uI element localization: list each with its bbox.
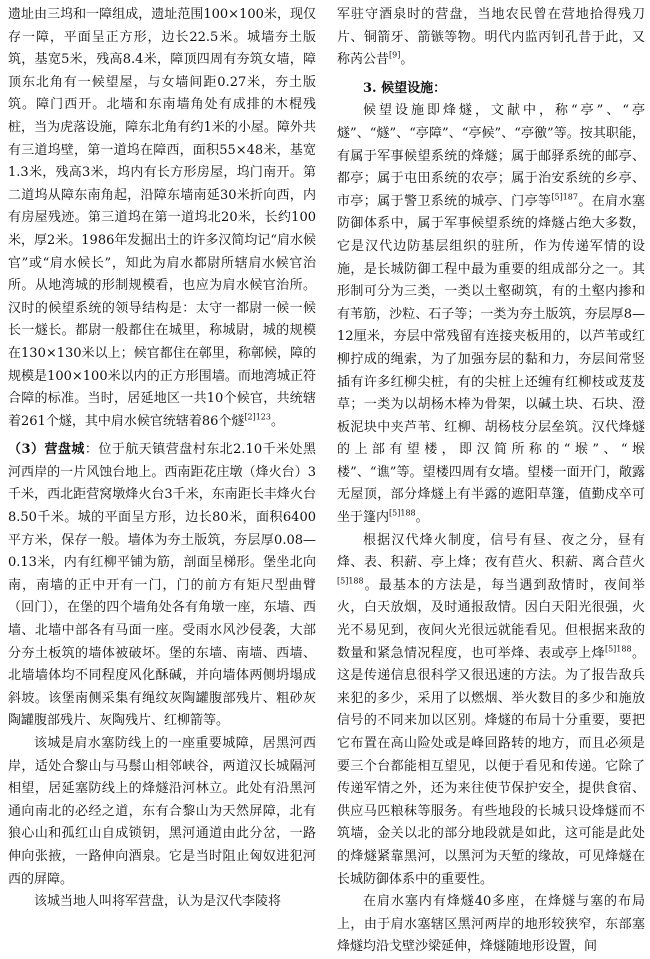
citation-reference: [5]188 xyxy=(604,644,632,654)
paragraph-text: ： xyxy=(433,80,447,96)
citation-reference: [5]188 xyxy=(337,576,364,586)
body-paragraph xyxy=(8,439,316,733)
citation-reference: [5]188 xyxy=(389,508,416,518)
paragraph-text: 。 xyxy=(400,52,414,68)
body-paragraph xyxy=(337,4,645,72)
paragraph-text: 。这是传递信息很科学又很迅速的方法。为了报告敌兵来犯的多少，采用了以燃烟、举火数目的多少和施放信号的不同来加以区别。烽燧的布局十分重要，要把它布置在高山险处或是峰回路转的地方，而且必须是要三个台都能相互望见，以便于看见和传递。它除了传递军情之外，还为来往使节保护安全，提供食宿、供应马匹粮秣等服务。有些地段的长城只设烽燧而不筑墙，金关以北的部分地段就是如此，这可能是此处的烽燧紧靠黑河，以黑河为天堑的缘故，可见烽燧在长城防御体系中的重要性。 xyxy=(337,645,645,887)
paragraph-text: 该城当地人叫将军营盘，认为是汉代李陵将 xyxy=(34,894,282,910)
paragraph-text: 军驻守酒泉时的营盘，当地农民曾在营地拾得残刀片、铜箭牙、箭镞等物。明代内监丙钊孔昔于此，又称芮公昔 xyxy=(337,7,645,68)
citation-reference: [2]123 xyxy=(244,412,271,422)
citation-reference: [5]187 xyxy=(551,192,578,202)
bold-heading-text: 3. 候望设施 xyxy=(363,80,434,96)
paragraph-text: 候望设施即烽燧，文献中，称“亭”、“亭燧”、“燧”、“亭障”、“亭候”、“亭徼”等。按其职能，有属于军事候望系统的烽燧；属于邮驿系统的邮亭、都亭；属于屯田系统的农亭；属于治安系统的乡亭、市亭；属于警卫系统的城亭、门亭等 xyxy=(337,103,645,209)
paragraph-text: 。在肩水塞防御体系中，属于军事候望系统的烽燧占绝大多数，它是汉代边防基层组织的驻所，作为传递军情的设施，是长城防御工程中最为重要的组成部分之一。其形制可分为三类，一类以土壑砌筑，有的土壑内掺和有苇筋，沙粒、石子等；一类为夯土版筑，夯层厚8—12厘米，夯层中常残留有连接夹板用的，以芦苇或红柳拧成的绳索，为了加强夯层的黏和力，夯层间常竖插有许多红柳尖桩，有的尖桩上还缠有红柳枝或芨芨草；一类为以胡杨木棒为骨架，以碱土块、石块、澄板泥块中夹芦苇、红柳、胡杨枝分层垒筑。汉代烽燧的上部有望楼，即汉简所称的“堠”、“堠楼”、“谯”等。望楼四周有女墙。望楼一面开门，敞露无屋顶，部分烽燧上有半露的遮阳草篷，值勤戍卒可坐于篷内 xyxy=(337,193,645,526)
body-paragraph xyxy=(8,891,316,914)
paragraph-text: 在肩水塞内有烽燧40多座，在烽燧与塞的布局上，由于肩水塞辖区黑河两岸的地形较狭窄，东部塞烽燧均沿戈壁沙梁延伸，烽燧随地形设置，间 xyxy=(337,894,645,955)
body-paragraph xyxy=(337,100,645,529)
body-paragraph xyxy=(8,4,316,433)
section-heading xyxy=(337,78,645,101)
body-paragraph xyxy=(8,733,316,891)
body-paragraph xyxy=(337,891,645,959)
left-text-column xyxy=(8,4,316,914)
paragraph-text: 根据汉代烽火制度，信号有昼、夜之分，昼有烽、表、积薪、亭上烽；夜有苣火、积薪、离合苣火 xyxy=(337,532,645,571)
paragraph-text: 。 xyxy=(415,510,429,526)
paragraph-text: 遗址由三坞和一障组成，遗址范围100×100米，现仅存一障，平面呈正方形，边长22.5米。城墙夯土版筑，基宽5米，残高8.4米，障顶四周有夯筑女墙，障顶东北角有一候望屋，与女墙间距0.27米，夯土版筑。障门西开。北墙和东南墙角处有成排的木棍残桩，当为虎落设施，障东北角有约1米的小屋。障外共有三道坞壁，第一道坞在障西，面积55×48米，基宽1.3米，残高3米，坞内有长方形房屋，坞门南开。第二道坞从障东南角起，沿障东墙南延30米折向西，内有房屋残迹。第三道坞在第一道坞北20米，长约100米，厚2米。1986年发掘出土的许多汉简均记“肩水候官”或“肩水候长”，知此为肩水都尉所辖肩水候官治所。从地湾城的形制规模看，也应为肩水候官治所。汉时的候望系统的领导结构是：太守一都尉一候一候长一燧长。都尉一般都住在城里，称城尉，城的规模在130×130米以上；候官都住在鄣里，称鄣候，障的规模是100×100米以内的正方形围墙。而地湾城正符合障的标准。当时，居延地区一共10个候官，共统辖着261个燧，其中肩水候官统辖着86个燧 xyxy=(8,7,317,429)
citation-reference: [9] xyxy=(389,50,401,60)
paragraph-text: ：位于航天镇营盘村东北2.10千米处黑河西岸的一片风蚀台地上。西南距花庄墩（烽火台）3千米，西北距营窝墩烽火台3千米，东南距长丰烽火台8.50千米。城的平面呈方形，边长80米，面积6400平方米，保存一般。墙体为夯土版筑，夯层厚0.08—0.13米，内有红柳平铺为筋，剖面呈梯形。堡坐北向南，南墙的正中开有一门，门的前方有矩尺型曲臂（回门），在堡的四个墙角处各有角墩一座，东墙、西墙、北墙中部各有马面一座。受雨水风沙侵袭，大部分夯土板筑的墙体被破坏。堡的东墙、南墙、西墙、北墙墙体均不同程度风化酥碱，并向墙体两侧坍塌成斜坡。该堡南侧采集有绳纹灰陶罐腹部残片、粗砂灰陶罐腹部残片、灰陶残片、红柳箭等。 xyxy=(8,442,316,729)
bold-heading-text: （3）营盘城 xyxy=(8,442,85,458)
paragraph-text: 。最基本的方法是，每当遇到敌情时，夜间举火，白天放烟，及时通报敌情。因白天阳光很强，火光不易见到，夜间火光很远就能看见。但根据来敌的数量和紧急情况程度，也可举烽、表或亭上烽 xyxy=(337,577,645,661)
paragraph-text: 该城是肩水塞防线上的一座重要城障，居黑河西岸，适处合黎山与马鬃山相邻峡谷，两道汉长城隔河相望，居延塞防线上的烽燧沿河林立。此处有沿黑河通向南北的必经之道，东有合黎山为天然屏障，北有狼心山和孤红山自成锁钥，黑河通道由此分岔，一路伸向张掖，一路伸向酒泉。它是当时阻止匈奴进犯河西的屏障。 xyxy=(8,736,316,887)
paragraph-text: 。 xyxy=(270,413,284,429)
right-text-column xyxy=(337,4,645,959)
body-paragraph xyxy=(337,530,645,892)
